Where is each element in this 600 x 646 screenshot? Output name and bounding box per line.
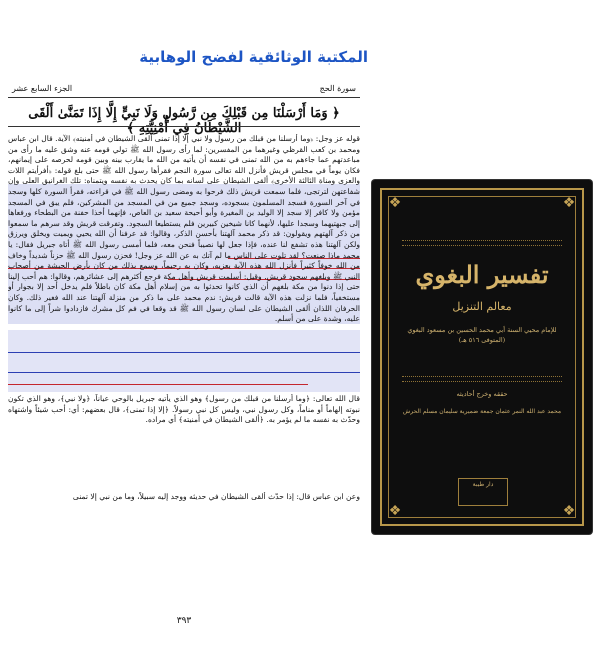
verse-rule bbox=[8, 126, 360, 127]
page-number: ٣٩٣ bbox=[176, 616, 192, 626]
book-subtitle: معالم التنزيل bbox=[452, 300, 512, 313]
book-title: تفسير البغوي bbox=[415, 260, 549, 289]
corner-ornament-icon: ❖ bbox=[388, 503, 402, 519]
corner-ornament-icon: ❖ bbox=[562, 195, 576, 211]
verse-title: ﴿ وَمَا أَرْسَلْنَا مِن قَبْلِكَ مِن رَّسُولٍ وَلَا نَبِيٍّ إِلَّا إِذَا تَمَنَّىٰ أَلْقَى الشَّيْطَانُ فِي أُمْنِيَّتِهِ ﴾ bbox=[28, 106, 340, 136]
tafsir-paragraph: قوله عز وجل: ﴿وما أرسلنا من قبلك من رسول ولا نبي إلا إذا تمنى ألقى الشيطان في أمنيته﴾ الآية. قال ابن عباس ومحمد بن كعب القرظي وغيرهما من المفسرين: لما رأى رسول الله ﷺ تولي قومه عنه وشق عليه ما رأى من مباعدتهم عما جاءهم به من الله تمنى في نفسه أن يأتيه من الله ما يقارب بينه وبين قومه لحرصه على إيمانهم، فكان يوماً في مجلس قريش فأنزل الله تعالى سورة النجم فقرأها رسول الله ﷺ حتى بلغ قوله: ﴿أفرأيتم اللات والعزى ومناة الثالثة الأخرى﴾ ألقى الشيطان على لسانه بما كان يحدث به نفسه ويتمناه: تلك الغرانيق العلى وإن شفاعتهن لترتجى، فلما سمعت قريش ذلك فرحوا به ومضى رسول الله ﷺ في قراءته، فقرأ السورة كلها وسجد في آخر السورة فسجد المسلمون بسجوده، وسجد جميع من في المسجد من المشركين، فلم يبق في المسجد مؤمن ولا كافر إلا سجد إلا الوليد بن المغيرة وأبو أحيحة سعيد بن العاص، فإنهما أخذا حفنة من البطحاء ورفعاها إلى جبهتيهما وسجدا عليها، لأنهما كانا شيخين كبيرين فلم يستطيعا السجود. وتفرقت قريش وقد سرهم ما سمعوا من ذكر آلهتهم ويقولون: قد ذكر محمد آلهتنا بأحسن الذكر، وقالوا: قد عرفنا أن الله يحيي ويميت ويخلق ويرزق ولكن آلهتنا هذه تشفع لنا عنده، فإذا جعل لها نصيباً فنحن معه، فلما أمسى رسول الله ﷺ أتاه جبريل فقال: يا محمد ماذا صنعت؟ لقد تلوت على الناس ما لم آتك به عن الله عز وجل! فحزن رسول الله ﷺ حزناً شديداً وخاف من الله خوفاً كثيراً فأنزل الله هذه الآية يعزيه، وكان به رحيماً، وسمع بذلك من كان بأرض الحبشة من أصحاب النبي ﷺ وبلغهم سجود قريش. وقيل: أسلمت قريش وأهل مكة فرجع أكثرهم إلى عشائرهم، وقالوا: هم أحب إلينا حتى إذا دنوا من مكة بلغهم أن الذي كانوا تحدثوا به من إسلام أهل مكة كان باطلاً فلم يدخل أحد إلا بجوار أو مستخفياً، فلما نزلت هذه الآية قالت قريش: ندم محمد على ما ذكر من منزلة آلهتنا عند الله فغير ذلك. وكان الحرفان اللذان ألقى الشيطان على لسان رسول الله ﷺ قد وقعا في فم كل مشرك فازدادوا شراً إلى ما كانوا عليه، وشدة على من أسلم. bbox=[8, 134, 360, 324]
publisher-logo: دار طيبة bbox=[458, 478, 508, 506]
header-part: الجزء السابع عشر bbox=[12, 84, 73, 93]
corner-ornament-icon: ❖ bbox=[388, 195, 402, 211]
scanned-page bbox=[8, 82, 360, 640]
tafsir-paragraph: قال الله تعالى: ﴿وما أرسلنا من قبلك من رسول﴾ وهو الذي يأتيه جبريل بالوحي عياناً، ﴿ولا نبي﴾، وهو الذي تكون نبوته إلهاماً أو مناماً، وكل رسول نبي، وليس كل نبي رسولاً. ﴿إلا إذا تمنى﴾، قال بعضهم: أي: أحب شيئاً واشتهاه وحدّث به نفسه ما لم يؤمر به. ﴿ألقى الشيطان في أمنيته﴾ أي مراده. bbox=[8, 394, 360, 425]
ornament-band bbox=[402, 376, 562, 382]
book-author: للإمام محيي السنة أبي محمد الحسين بن مسعود البغوي (المتوفى ٥١٦ هـ) bbox=[407, 326, 557, 344]
corner-ornament-icon: ❖ bbox=[562, 503, 576, 519]
tafsir-paragraph: وعن ابن عباس قال: إذا حدّث ألقى الشيطان في حديثه ووجد إليه سبيلاً، وما من نبي إلا تمنى bbox=[72, 492, 360, 501]
ornament-band bbox=[402, 240, 562, 246]
header-rule bbox=[8, 97, 360, 98]
header-surah: سورة الحج bbox=[319, 84, 356, 93]
page-header bbox=[8, 82, 360, 96]
book-editors-label: حققه وخرج أحاديثه bbox=[456, 390, 508, 398]
book-cover bbox=[372, 180, 592, 534]
book-editors: محمد عبد الله النمر عثمان جمعة ضميرية سليمان مسلم الحرش bbox=[402, 408, 562, 415]
library-banner: المكتبة الوثائقية لفضح الوهابية bbox=[139, 48, 368, 66]
